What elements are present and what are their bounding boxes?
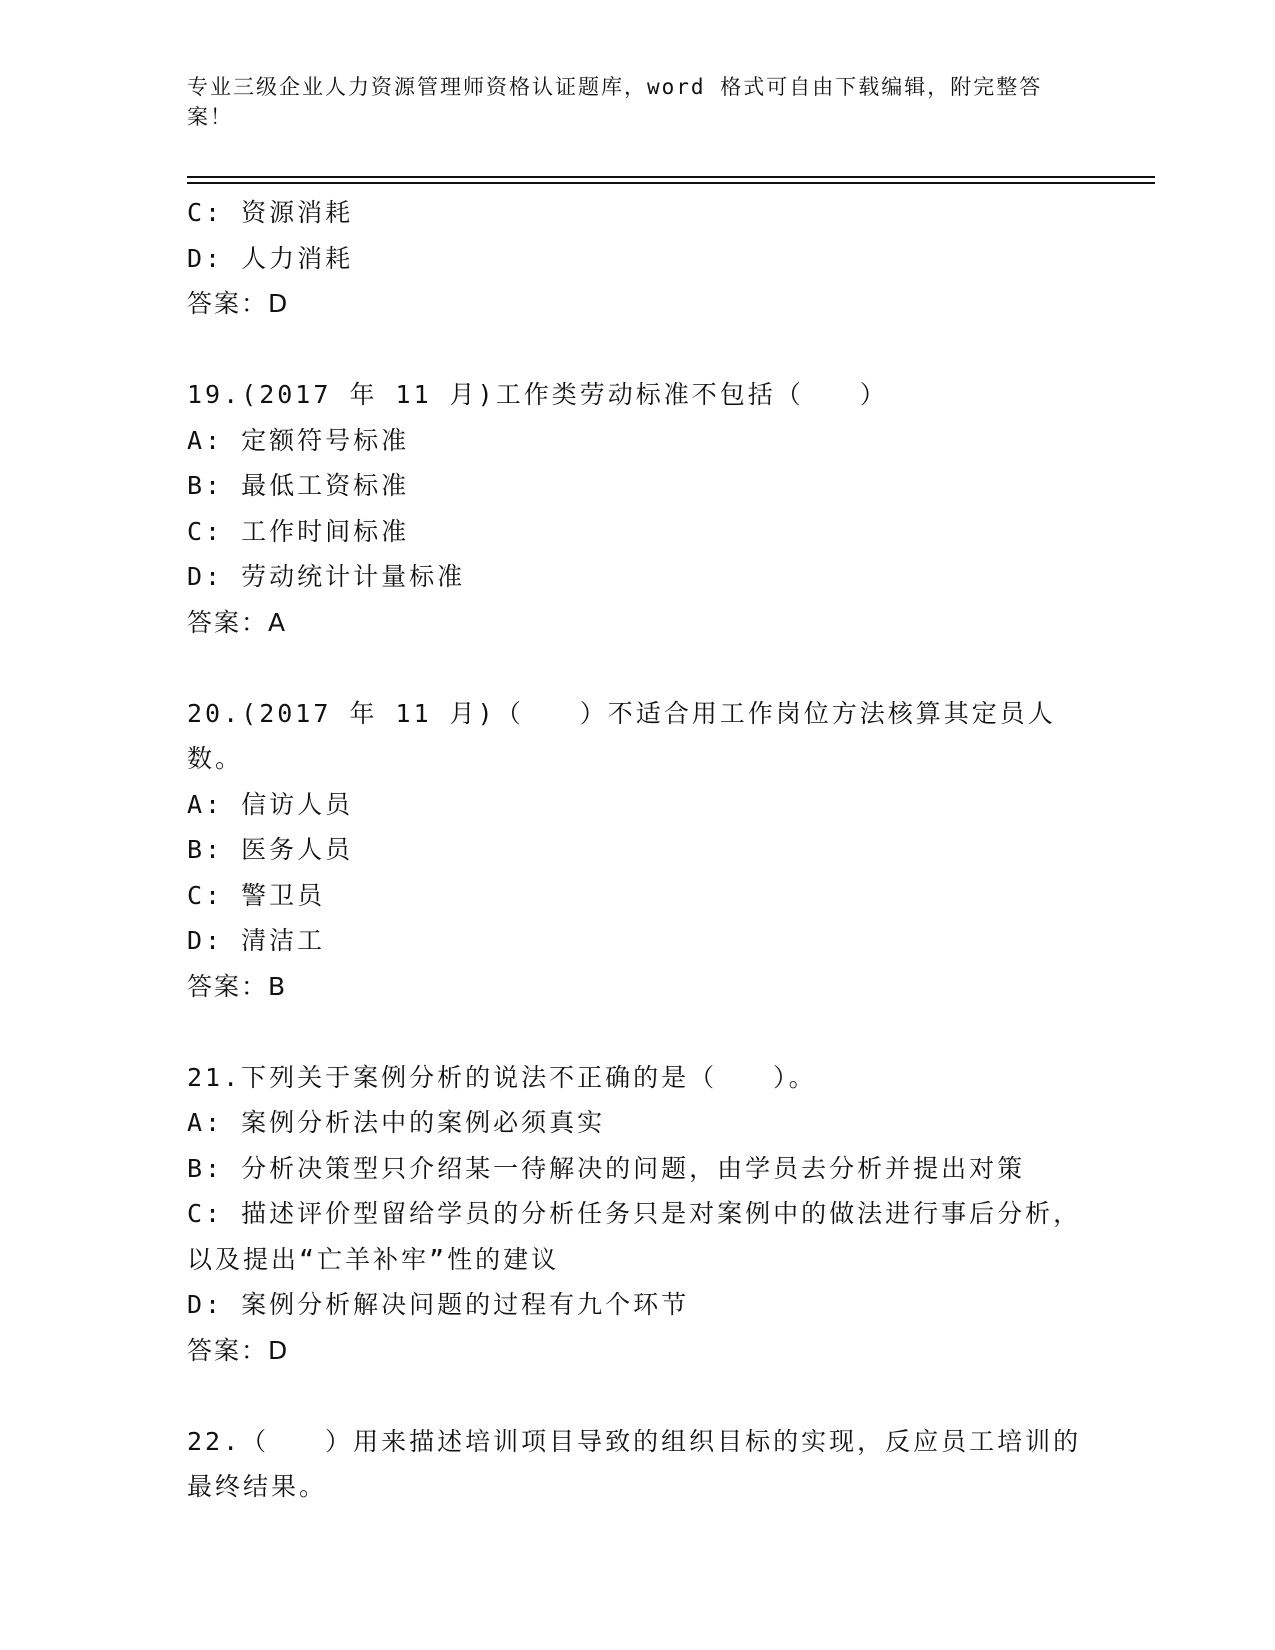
header-divider-top [187,176,1155,178]
question-stem: 22.（ ）用来描述培训项目导致的组织目标的实现，反应员工培训的最终结果。 [187,1426,1082,1501]
question-19 [187,372,1087,645]
option-d: D: 案例分析解决问题的过程有九个环节 [187,1290,690,1319]
option-b: B: 分析决策型只介绍某一待解决的问题，由学员去分析并提出对策 [187,1153,1026,1183]
option-c: C: 工作时间标准 [187,516,410,546]
option-c: C: 描述评价型留给学员的分析任务只是对案例中的做法进行事后分析，以及提出“亡羊补牢”性的建议 [187,1199,1082,1274]
option-b: B: 最低工资标准 [187,471,410,500]
question-stem: 19.(2017 年 11 月)工作类劳动标准不包括（ ） [187,380,888,409]
question-content [187,190,1087,1510]
option-d: D: 清洁工 [187,926,326,955]
option-a: A: 信访人员 [187,789,354,819]
answer-line: 答案：A [187,607,288,637]
header-divider-bottom [187,182,1155,184]
question-stem: 21.下列关于案例分析的说法不正确的是（ ）。 [187,1062,817,1092]
spacer [187,1373,1087,1419]
question-22 [187,1419,1087,1510]
spacer [187,1009,1087,1055]
spacer [187,645,1087,691]
question-20 [187,691,1087,1010]
question-fragment-18 [187,190,1087,327]
document-header [187,72,1067,132]
option-c: C: 资源消耗 [187,198,354,227]
answer-line: 答案：D [187,1335,290,1365]
option-d: D: 人力消耗 [187,243,354,273]
question-stem: 20.(2017 年 11 月)（ ）不适合用工作岗位方法核算其定员人数。 [187,698,1056,773]
option-a: A: 案例分析法中的案例必须真实 [187,1108,606,1137]
question-21 [187,1055,1087,1374]
answer-line: 答案：B [187,971,288,1001]
option-b: B: 医务人员 [187,835,354,864]
header-text: 专业三级企业人力资源管理师资格认证题库，word 格式可自由下载编辑，附完整答案！ [187,75,1043,129]
spacer [187,327,1087,373]
option-a: A: 定额符号标准 [187,425,410,455]
option-c: C: 警卫员 [187,880,326,910]
option-d: D: 劳动统计计量标准 [187,562,466,591]
answer-line: 答案：D [187,289,290,318]
